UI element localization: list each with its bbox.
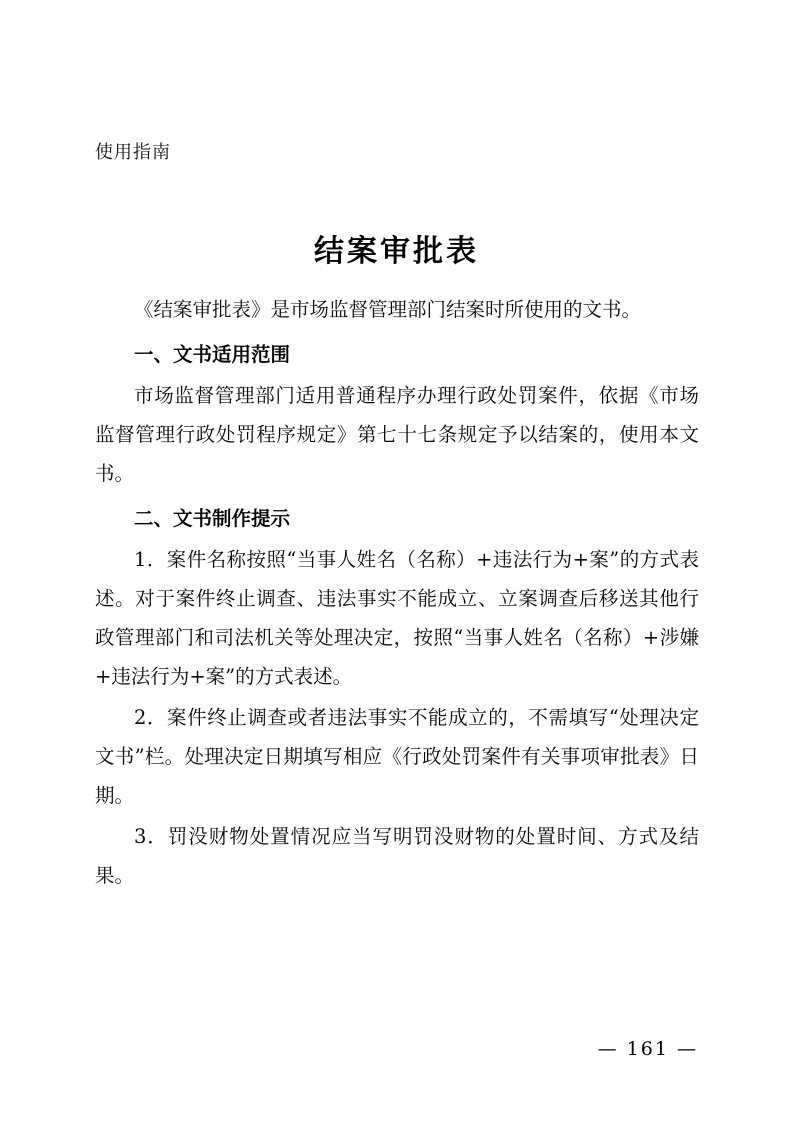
- document-body: [95, 290, 699, 897]
- intro-paragraph: 《结案审批表》是市场监督管理部门结案时所使用的文书。: [134, 298, 642, 321]
- section-2-paragraph-2: 2．案件终止调查或者违法事实不能成立的，不需填写“处理决定文书”栏。处理决定日期填写相应《行政处罚案件有关事项审批表》日期。: [95, 706, 699, 807]
- section-heading-1: 一、文书适用范围: [134, 343, 291, 366]
- section-1-paragraph-1: 市场监督管理部门适用普通程序办理行政处罚案件，依据《市场监督管理行政处罚程序规定》第七十七条规定予以结案的，使用本文书。: [95, 384, 699, 485]
- page-title: 结案审批表: [314, 234, 479, 270]
- section-heading-2: 二、文书制作提示: [134, 507, 291, 530]
- page-number: — 161 —: [597, 1038, 698, 1060]
- running-header: 使用指南: [95, 142, 171, 163]
- section-2-paragraph-1: 1．案件名称按照“当事人姓名（名称）+违法行为+案”的方式表述。对于案件终止调查、违法事实不能成立、立案调查后移送其他行政管理部门和司法机关等处理决定，按照“当事人姓名（名称）+涉嫌+违法行为+案”的方式表述。: [95, 548, 699, 688]
- section-2-paragraph-3: 3．罚没财物处置情况应当写明罚没财物的处置时间、方式及结果。: [95, 825, 699, 887]
